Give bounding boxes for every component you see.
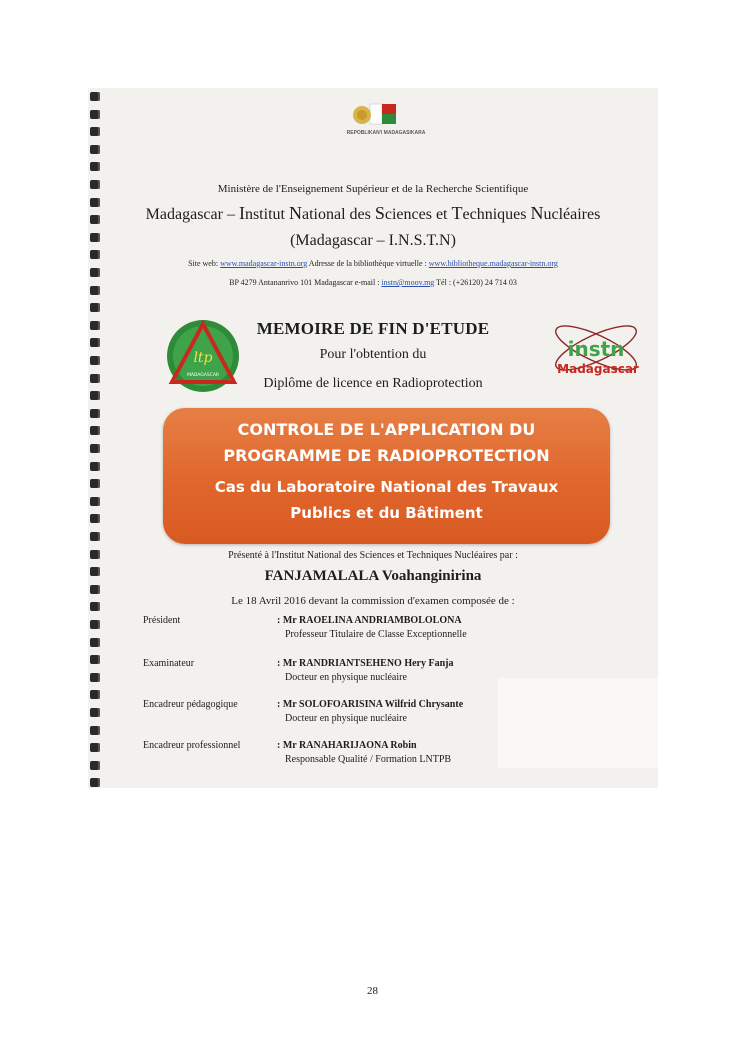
website-link[interactable]: www.madagascar-instn.org [220,259,308,268]
binding-ring [90,620,100,629]
institute-name [88,203,658,224]
jury-name: : Mr RAOELINA ANDRIAMBOLOLONA [277,615,462,626]
binding-ring [90,532,100,541]
website-line [88,259,658,268]
binding-ring [90,391,100,400]
author-name: FANJAMALALA Voahanginirina [264,568,482,584]
binding-ring [90,92,100,101]
institute-initial: I [238,203,245,223]
jury-name: : Mr SOLOFOARISINA Wilfrid Chrysante [277,699,464,710]
institute-initial: S [374,203,385,223]
banner-line-2: PROGRAMME DE RADIOPROTECTION [223,446,550,465]
binding-ring [90,462,100,471]
jury-title: Docteur en physique nucléaire [285,672,407,683]
defense-date-line: Le 18 Avril 2016 devant la commission d'examen composée de : [231,595,515,607]
institute-initial: N [530,203,544,223]
institute-text: nstitut [244,206,289,223]
banner-line-4: Publics et du Bâtiment [290,504,483,522]
institute-initial: N [288,203,302,223]
seal-caption: REPOBLIKAN'I MADAGASIKARA [346,130,426,136]
svg-text:ltp: ltp [193,350,213,366]
memoire-title: MEMOIRE DE FIN D'ETUDE [256,319,490,338]
binding-ring [90,426,100,435]
binding-ring [90,743,100,752]
jury-title: Responsable Qualité / Formation LNTPB [285,754,452,765]
binding-ring [90,303,100,312]
institute-text: ational des [301,206,375,223]
binding-ring [90,585,100,594]
jury-name: : Mr RANDRIANTSEHENO Hery Fanja [277,658,454,669]
binding-ring [90,145,100,154]
jury-role: Encadreur pédagogique [143,699,238,710]
postal-address: BP 4279 Antananrivo 101 Madagascar e-mail : [229,278,382,287]
madagascar-seal-icon [326,98,446,140]
library-label: Adresse de la bibliothèque virtuelle : [307,259,429,268]
jury-title: Professeur Titulaire de Classe Exceptionnelle [285,629,467,640]
binding-ring [90,497,100,506]
binding-ring [90,479,100,488]
presented-line: Présenté à l'Institut National des Sciences et Techniques Nucléaires par : [228,550,518,561]
obtention-line: Pour l'obtention du [319,347,427,362]
scan-highlight-patch [498,678,658,768]
institute-text: echniques [462,206,531,223]
binding-ring [90,514,100,523]
binding-ring [90,726,100,735]
banner-line-1: CONTROLE DE L'APPLICATION DU [237,420,536,439]
library-link[interactable]: www.bibliotheque.madagascar-instn.org [428,259,558,268]
web-label: Site web: [188,259,221,268]
institute-text: ciences et [384,206,452,223]
jury-name: : Mr RANAHARIJAONA Robin [277,740,417,751]
diploma-line: Diplôme de licence en Radioprotection [263,376,483,391]
institute-text: Madagascar – [145,206,239,223]
binding-ring [90,638,100,647]
jury-role: Président [143,615,181,626]
address-line [88,278,658,287]
binding-ring [90,673,100,682]
binding-ring [90,162,100,171]
instn-logo-top-text: instn [567,337,625,361]
jury-role: Examinateur [143,658,195,669]
institute-text: ucléaires [543,206,601,223]
scanned-cover-page [88,88,658,788]
jury-role: Encadreur professionnel [143,740,241,751]
ministry-line: Ministère de l'Enseignement Supérieur et de la Recherche Scientifique [217,183,529,195]
page-number: 28 [367,985,378,997]
jury-title: Docteur en physique nucléaire [285,713,407,724]
institute-abbreviation: (Madagascar – I.N.S.T.N) [290,232,456,249]
institute-initial: T [451,203,463,223]
binding-ring [90,655,100,664]
binding-ring [90,409,100,418]
phone-number: Tél : (+26120) 24 714 03 [434,278,517,287]
instn-atom-logo-icon [548,316,648,386]
email-link[interactable]: instn@moov.mg [381,278,435,287]
binding-ring [90,110,100,119]
lntpb-logo-caption: MADAGASCAR [186,373,220,378]
binding-ring [90,761,100,770]
binding-ring [90,690,100,699]
binding-ring [90,778,100,787]
binding-ring [90,268,100,277]
thesis-title-banner [163,408,610,544]
binding-ring [90,127,100,136]
instn-logo-bottom-text: Madagascar [557,362,639,376]
binding-ring [90,444,100,453]
banner-line-3: Cas du Laboratoire National des Travaux [214,478,559,496]
binding-ring [90,708,100,717]
